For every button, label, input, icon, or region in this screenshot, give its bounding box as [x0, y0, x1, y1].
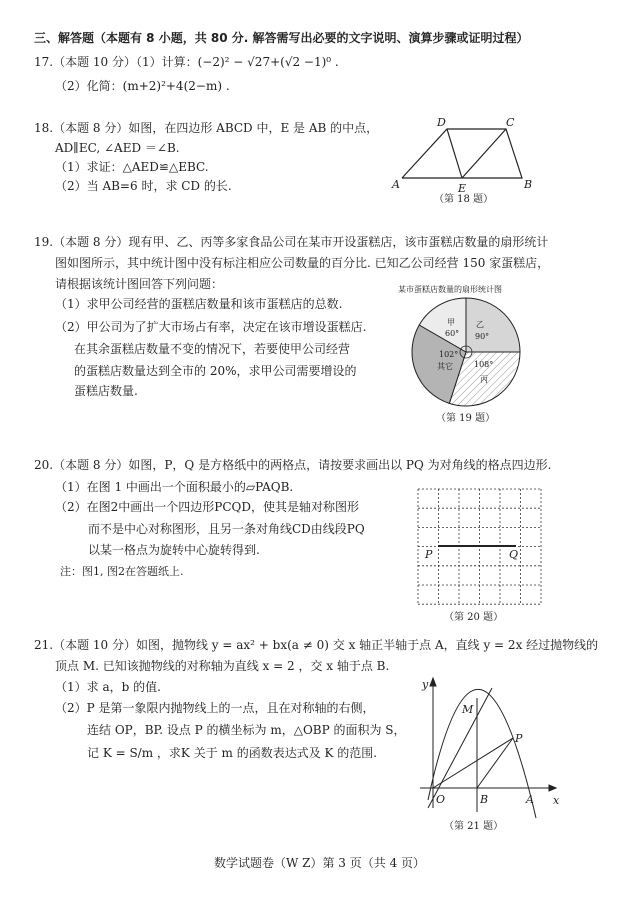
pie-label-other: 其它 — [437, 362, 453, 371]
pie-chart-title: 某市蛋糕店数量的扇形统计图 — [398, 285, 502, 294]
q21-line: （1）求 a，b 的值. — [55, 680, 161, 694]
pie-value-jia: 60° — [445, 329, 460, 338]
fig21-label-M: M — [462, 703, 474, 716]
page-footer: 数学试题卷（W Z）第 3 页（共 4 页） — [214, 856, 426, 870]
q18-line: AD∥EC, ∠AED ＝∠B. — [55, 141, 180, 155]
fig20-caption: （第 20 题） — [444, 612, 504, 623]
q18-line: （1）求证：△AED≌△EBC. — [55, 160, 209, 174]
q19-line: （2）甲公司为了扩大市场占有率，决定在该市增设蛋糕店. — [55, 320, 367, 334]
q21-line: 顶点 M. 已知该抛物线的对称轴为直线 x = 2 ，交 x 轴于点 B. — [55, 659, 390, 673]
section-header: 三、解答题（本题有 8 小题，共 80 分. 解答需写出必要的文字说明、演算步骤或证明过程） — [34, 31, 529, 45]
q17-line1: 17.（本题 10 分）（1）计算：(−2)² − √27+(√2 −1)⁰ . — [34, 55, 339, 69]
q20-line: 以某一格点为旋转中心旋转得到. — [88, 543, 260, 557]
fig21-label-y: y — [422, 678, 429, 691]
q20-line: 20.（本题 8 分）如图，P，Q 是方格纸中的两格点，请按要求画出以 PQ 为对角线的格点四边形. — [34, 458, 552, 472]
fig21-label-O: O — [436, 793, 446, 806]
fig18-label-E: E — [458, 182, 467, 195]
q17-line2: （2）化简：(m+2)²+4(2−m) . — [55, 79, 230, 93]
pie-value-bing: 108° — [474, 360, 494, 369]
pie-value-other: 102° — [439, 350, 459, 359]
fig19-caption: （第 19 题） — [436, 413, 496, 424]
q20-note: 注：图1, 图2在答题纸上. — [60, 565, 184, 578]
fig21-label-B: B — [480, 793, 489, 806]
q21-line: 21.（本题 10 分）如图，抛物线 y = ax² + bx(a ≠ 0) 交 x 轴正半轴于点 A，直线 y = 2x 经过抛物线的 — [34, 638, 599, 652]
fig18-caption: （第 18 题） — [434, 194, 494, 205]
q19-line: 蛋糕店数量. — [74, 384, 138, 398]
q19-line: 图如图所示，其中统计图中没有标注相应公司数量的百分比. 已知乙公司经营 150 家蛋糕店， — [55, 256, 550, 270]
fig21-label-A: A — [526, 793, 534, 806]
q20-line: 而不是中心对称图形，且另一条对角线CD由线段PQ — [88, 522, 365, 536]
q19-line: 在其余蛋糕店数量不变的情况下，若要使甲公司经营 — [74, 342, 351, 356]
q19-line: （1）求甲公司经营的蛋糕店数量和该市蛋糕店的总数. — [55, 297, 343, 311]
q18-line: （2）当 AB=6 时，求 CD 的长. — [55, 179, 232, 193]
fig18-label-D: D — [437, 116, 446, 129]
q19-line: 请根据该统计图回答下列问题： — [55, 277, 224, 291]
q19-line: 的蛋糕店数量达到全市的 20%，求甲公司需要增设的 — [74, 364, 357, 378]
pie-label-yi: 乙 — [476, 320, 484, 329]
figure-18-quadrilateral — [402, 129, 522, 178]
fig21-label-P: P — [515, 732, 523, 745]
fig20-label-Q: Q — [509, 548, 519, 561]
pie-label-bing: 丙 — [480, 375, 488, 384]
fig18-label-A: A — [392, 178, 400, 191]
q20-line: （2）在图2中画出一个四边形PCQD，使其是轴对称图形 — [55, 500, 359, 514]
pie-label-jia: 甲 — [447, 318, 455, 327]
fig21-label-x: x — [553, 794, 560, 807]
q20-line: （1）在图 1 中画出一个面积最小的▱PAQB. — [55, 480, 294, 494]
fig18-label-C: C — [506, 116, 515, 129]
q18-line: 18.（本题 8 分）如图，在四边形 ABCD 中，E 是 AB 的中点， — [34, 121, 379, 135]
pie-chart — [412, 298, 520, 406]
pie-slice-乙 — [466, 298, 520, 352]
fig18-label-B: B — [524, 178, 533, 191]
q21-line: （2）P 是第一象限内抛物线上的一点，且在对称轴的右侧， — [55, 701, 375, 715]
q21-line: 连结 OP，BP. 设点 P 的横坐标为 m，△OBP 的面积为 S， — [87, 723, 406, 737]
fig21-caption: （第 21 题） — [444, 821, 504, 832]
q19-line: 19.（本题 8 分）现有甲、乙、丙等多家食品公司在某市开设蛋糕店，该市蛋糕店数量的扇形统计 — [34, 235, 549, 249]
fig20-label-P: P — [425, 548, 433, 561]
q21-line: 记 K = S/m ，求K 关于 m 的函数表达式及 K 的范围. — [87, 746, 378, 760]
pie-value-yi: 90° — [475, 332, 490, 341]
